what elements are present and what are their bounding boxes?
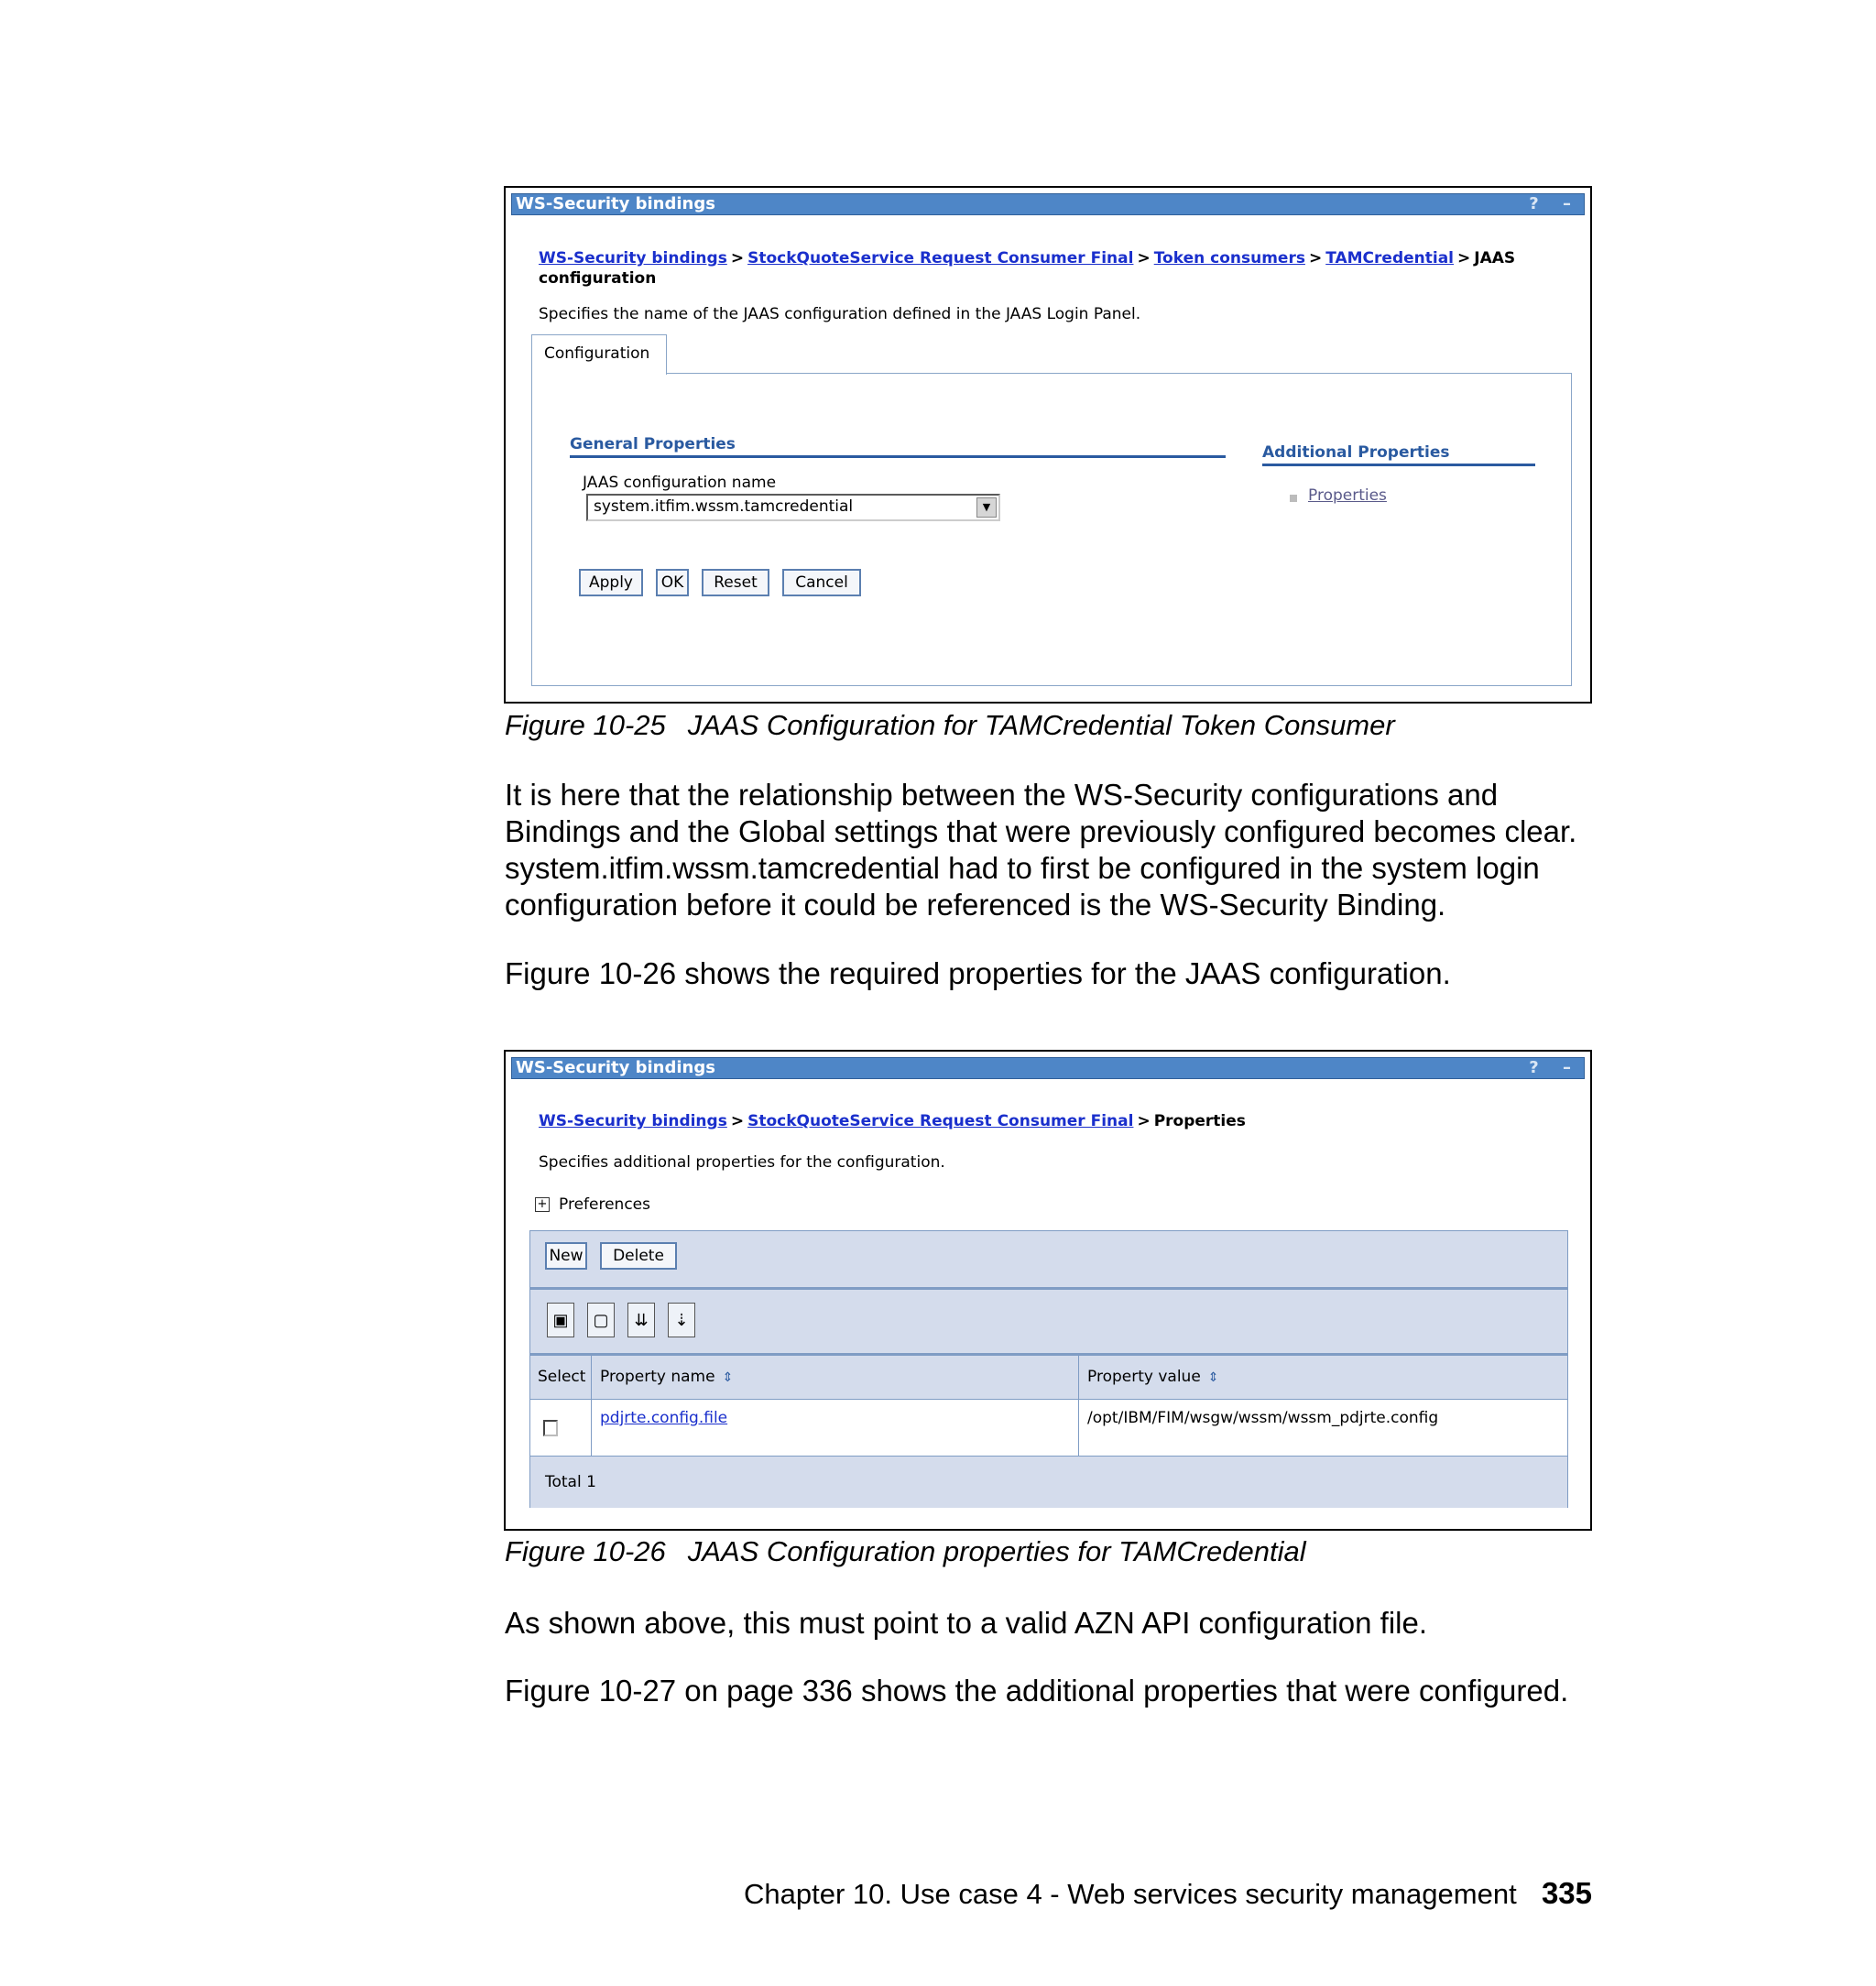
breadcrumb-separator: >: [730, 1112, 745, 1130]
preferences-toggle[interactable]: [535, 1195, 650, 1214]
show-filter-icon[interactable]: ⇊: [627, 1303, 655, 1337]
properties-link[interactable]: Properties: [1308, 486, 1387, 505]
paragraph-line: It is here that the relationship between the WS-Security configurations and: [505, 778, 1499, 812]
page-description: Specifies the name of the JAAS configuration defined in the JAAS Login Panel.: [539, 305, 1141, 323]
general-properties-heading: General Properties: [570, 435, 1226, 458]
breadcrumb-separator: >: [1137, 1112, 1151, 1130]
column-select: Select: [538, 1368, 586, 1386]
tab-configuration[interactable]: Configuration: [531, 334, 667, 375]
table-header: [530, 1356, 1567, 1400]
breadcrumb-link-tamcredential[interactable]: TAMCredential: [1325, 249, 1454, 267]
caption-number: Figure 10-26: [505, 1535, 666, 1567]
caption-text: JAAS Configuration for TAMCredential Token Consumer: [687, 709, 1395, 741]
breadcrumb-current: Properties: [1153, 1112, 1246, 1130]
page-number: 335: [1541, 1876, 1592, 1910]
breadcrumb-link-stockquoteservice[interactable]: StockQuoteService Request Consumer Final: [747, 1112, 1134, 1130]
figure-10-26-screenshot: [504, 1050, 1592, 1531]
ok-button[interactable]: OK: [656, 569, 689, 596]
panel-titlebar: [511, 193, 1585, 215]
paragraph-line: Bindings and the Global settings that were previously configured becomes clear.: [505, 814, 1577, 848]
apply-button[interactable]: Apply: [579, 569, 643, 596]
property-name-link[interactable]: pdjrte.config.file: [600, 1409, 728, 1427]
table-footer-total: Total 1: [530, 1457, 1567, 1508]
column-divider: [1078, 1356, 1079, 1457]
paragraph-relationship: [505, 777, 1604, 923]
figure-10-25-screenshot: [504, 186, 1592, 704]
paragraph-line: configuration before it could be referenced is the WS-Security Binding.: [505, 888, 1446, 922]
property-value: /opt/IBM/FIM/wsgw/wssm/wssm_pdjrte.config: [1087, 1409, 1439, 1427]
help-minimize-icons[interactable]: ? –: [1529, 194, 1580, 213]
column-property-value[interactable]: [1087, 1356, 1219, 1399]
configuration-panel: [531, 373, 1572, 686]
figure-caption-10-26: [505, 1535, 1306, 1568]
breadcrumb-separator: >: [1137, 249, 1151, 267]
breadcrumb-link-ws-security-bindings[interactable]: WS-Security bindings: [539, 249, 727, 267]
caption-number: Figure 10-25: [505, 709, 666, 741]
sort-icon[interactable]: ⇕: [1207, 1370, 1219, 1385]
bullet-icon: [1290, 495, 1297, 502]
paragraph-figure-10-27-ref: Figure 10-27 on page 336 shows the additional properties that were configured.: [505, 1674, 1569, 1708]
panel-title: WS-Security bindings: [516, 194, 715, 213]
table-row: [530, 1400, 1567, 1457]
row-select-cell: [530, 1400, 591, 1455]
select-all-icon[interactable]: ▣: [547, 1303, 574, 1337]
breadcrumb-current-cont: configuration: [539, 269, 657, 288]
deselect-all-icon[interactable]: ▢: [587, 1303, 615, 1337]
reset-button[interactable]: Reset: [702, 569, 769, 596]
panel-title: WS-Security bindings: [516, 1058, 715, 1077]
breadcrumb-link-token-consumers[interactable]: Token consumers: [1153, 249, 1305, 267]
paragraph-line: system.itfim.wssm.tamcredential had to first be configured in the system login: [505, 851, 1540, 885]
row-checkbox[interactable]: [543, 1420, 558, 1436]
icon-toolbar: [530, 1290, 1567, 1356]
delete-button[interactable]: Delete: [600, 1242, 677, 1270]
breadcrumb-link-stockquoteservice[interactable]: StockQuoteService Request Consumer Final: [747, 249, 1134, 267]
chapter-footer: Chapter 10. Use case 4 - Web services security management: [744, 1878, 1517, 1910]
breadcrumb-current: JAAS: [1474, 249, 1516, 267]
page-description: Specifies additional properties for the configuration.: [539, 1153, 945, 1172]
breadcrumb-link-ws-security-bindings[interactable]: WS-Security bindings: [539, 1112, 727, 1130]
clear-filter-icon[interactable]: ⇣: [668, 1303, 695, 1337]
chevron-down-icon[interactable]: ▼: [976, 497, 997, 518]
column-divider: [591, 1356, 592, 1457]
paragraph-figure-10-26-intro: Figure 10-26 shows the required properties for the JAAS configuration.: [505, 956, 1451, 990]
help-minimize-icons[interactable]: ? –: [1529, 1058, 1580, 1077]
column-property-name[interactable]: [600, 1356, 733, 1399]
breadcrumb: [539, 248, 1515, 289]
preferences-label: Preferences: [559, 1195, 650, 1214]
jaas-config-name-value: system.itfim.wssm.tamcredential: [594, 497, 854, 516]
breadcrumb-separator: >: [1457, 249, 1471, 267]
breadcrumb-separator: >: [1308, 249, 1323, 267]
breadcrumb-separator: >: [730, 249, 745, 267]
panel-titlebar: [511, 1057, 1585, 1079]
breadcrumb: [539, 1111, 1246, 1131]
column-label: Property name: [600, 1368, 715, 1386]
expand-plus-icon[interactable]: +: [535, 1197, 550, 1212]
paragraph-azn-api: As shown above, this must point to a valid AZN API configuration file.: [505, 1606, 1428, 1640]
jaas-config-name-label: JAAS configuration name: [583, 474, 777, 492]
properties-collection-table: [529, 1230, 1568, 1508]
additional-properties-heading: Additional Properties: [1262, 443, 1535, 466]
column-label: Property value: [1087, 1368, 1201, 1386]
caption-text: JAAS Configuration properties for TAMCredential: [687, 1535, 1306, 1567]
cancel-button[interactable]: Cancel: [782, 569, 861, 596]
button-bar: [530, 1231, 1567, 1290]
new-button[interactable]: New: [545, 1242, 587, 1270]
figure-caption-10-25: [505, 709, 1395, 742]
sort-icon[interactable]: ⇕: [722, 1370, 734, 1385]
jaas-config-name-select[interactable]: [586, 494, 1000, 521]
